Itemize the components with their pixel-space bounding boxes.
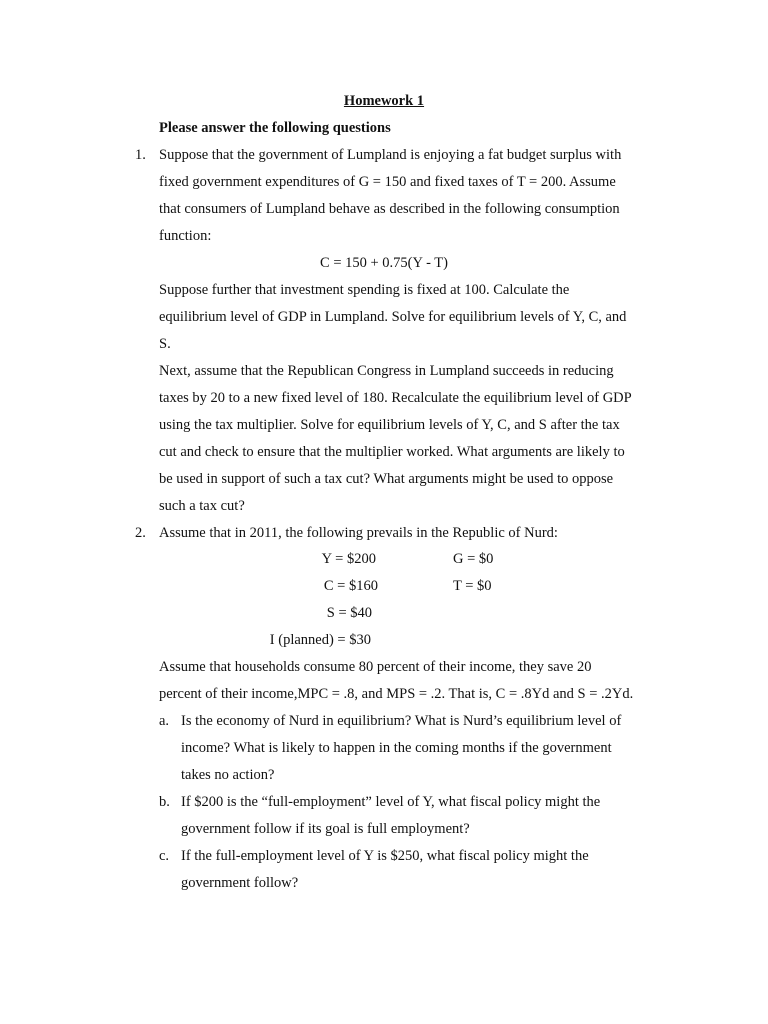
- part-b-line: government follow if its goal is full employment?: [181, 821, 470, 837]
- q1-line: function:: [159, 228, 212, 244]
- q2-intro: Assume that in 2011, the following prevails in the Republic of Nurd:: [159, 525, 558, 541]
- q1-line: Next, assume that the Republican Congress in Lumpland succeeds in reducing: [159, 363, 614, 379]
- value-y: Y = $200: [321, 551, 376, 567]
- part-c-letter: c.: [159, 848, 170, 864]
- q1-line: S.: [159, 336, 171, 352]
- q1-line: such a tax cut?: [159, 498, 245, 514]
- instructions: Please answer the following questions: [159, 120, 391, 136]
- value-s: S = $40: [326, 605, 372, 621]
- consumption-equation: C = 150 + 0.75(Y - T): [320, 255, 448, 271]
- q1-line: be used in support of such a tax cut? What arguments might be used to oppose: [159, 471, 614, 487]
- part-b-line: If $200 is the “full-employment” level of Y, what fiscal policy might the: [181, 794, 601, 810]
- page-title: Homework 1: [343, 93, 425, 109]
- part-b-letter: b.: [159, 794, 170, 810]
- q1-line: Suppose further that investment spending is fixed at 100. Calculate the: [159, 282, 570, 298]
- question-1-number: 1.: [135, 147, 146, 163]
- q1-line: fixed government expenditures of G = 150 and fixed taxes of T = 200. Assume: [159, 174, 616, 190]
- q1-line: that consumers of Lumpland behave as described in the following consumption: [159, 201, 620, 217]
- value-g: G = $0: [453, 551, 494, 567]
- part-c-line: If the full-employment level of Y is $250, what fiscal policy might the: [181, 848, 589, 864]
- value-t: T = $0: [453, 578, 492, 594]
- value-c: C = $160: [323, 578, 378, 594]
- part-a-letter: a.: [159, 713, 170, 729]
- q2-line: percent of their income,MPC = .8, and MPS = .2. That is, C = .8Yd and S = .2Yd.: [159, 686, 634, 702]
- value-i-planned: I (planned) = $30: [269, 632, 371, 648]
- q1-line: taxes by 20 to a new fixed level of 180. Recalculate the equilibrium level of GDP: [159, 390, 632, 406]
- part-c-line: government follow?: [181, 875, 299, 891]
- question-2-number: 2.: [135, 525, 146, 541]
- q1-line: using the tax multiplier. Solve for equilibrium levels of Y, C, and S after the tax: [159, 417, 620, 433]
- part-a-line: income? What is likely to happen in the coming months if the government: [181, 740, 612, 756]
- q2-line: Assume that households consume 80 percent of their income, they save 20: [159, 659, 592, 675]
- q1-line: Suppose that the government of Lumpland is enjoying a fat budget surplus with: [159, 147, 622, 163]
- q1-line: cut and check to ensure that the multiplier worked. What arguments are likely to: [159, 444, 625, 460]
- part-a-line: takes no action?: [181, 767, 275, 783]
- part-a-line: Is the economy of Nurd in equilibrium? What is Nurd’s equilibrium level of: [181, 713, 622, 729]
- q1-line: equilibrium level of GDP in Lumpland. Solve for equilibrium levels of Y, C, and: [159, 309, 627, 325]
